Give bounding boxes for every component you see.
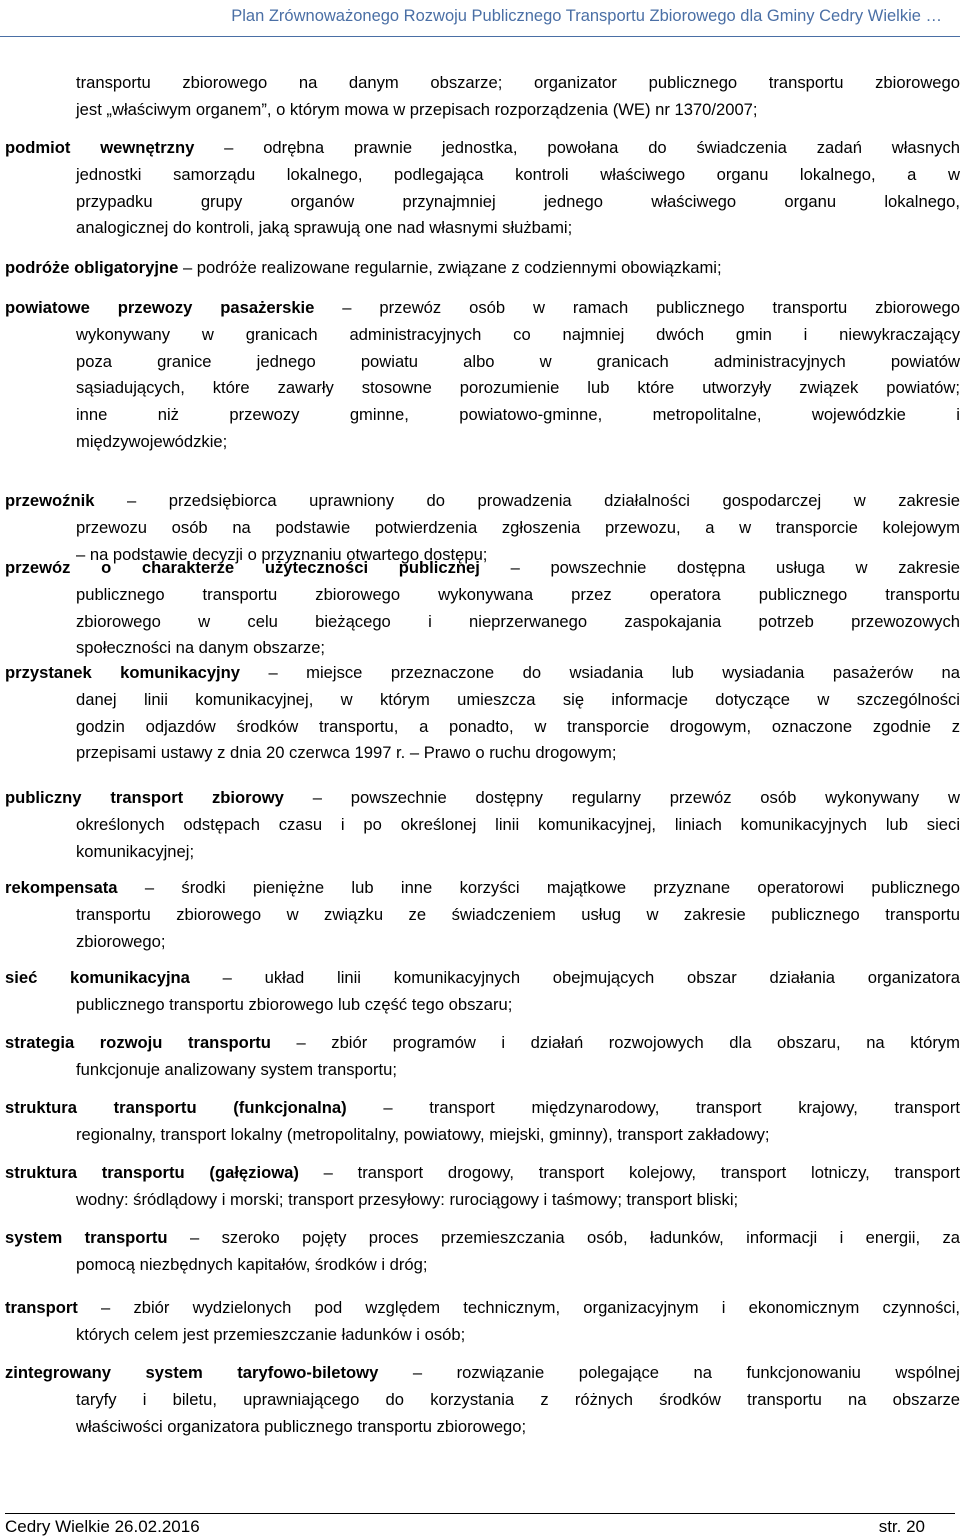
definition-line: pomocą niezbędnych kapitałów, środków i dróg; xyxy=(76,1254,428,1274)
page-footer xyxy=(5,1516,925,1538)
definition-line: sąsiadujących, które zawarły stosowne porozumienie lub które utworzyły związek powiatów; xyxy=(76,378,960,398)
definition-line: międzywojewódzkie; xyxy=(76,431,228,451)
definition-przystanek xyxy=(5,660,960,767)
definition-term: system transportu xyxy=(5,1228,168,1247)
definition-podroze-obligatoryjne xyxy=(5,255,960,282)
definition-line xyxy=(5,965,960,992)
definition-text: – zbiór wydzielonych pod względem technicznym, organizacyjnym i ekonomicznym czynności, xyxy=(77,1298,960,1317)
definition-term: podróże obligatoryjne xyxy=(5,258,179,277)
document-title: Plan Zrównoważonego Rozwoju Publicznego Transportu Zbiorowego dla Gminy Cedry Wielkie … xyxy=(231,7,942,25)
definition-line: przypadku grupy organów przynajmniej jednego właściwego organu lokalnego, xyxy=(76,191,960,211)
page-header xyxy=(0,0,960,36)
definition-struktura-funkcjonalna xyxy=(5,1095,960,1149)
header-divider xyxy=(0,36,960,37)
definition-text: – transport drogowy, transport kolejowy, transport lotniczy, transport xyxy=(298,1163,960,1182)
definition-text: – miejsce przeznaczone do wsiadania lub wysiadania pasażerów na xyxy=(240,663,960,682)
definition-line xyxy=(5,875,960,902)
definition-line: przepisami ustawy z dnia 20 czerwca 1997 r. – Prawo o ruchu drogowym; xyxy=(76,743,617,763)
definition-line: społeczności na danym obszarze; xyxy=(76,638,326,658)
definition-line: właściwości organizatora publicznego transportu zbiorowego; xyxy=(76,1416,527,1436)
definition-term: zintegrowany system taryfowo-biletowy xyxy=(5,1363,379,1382)
definition-line xyxy=(5,1360,960,1387)
definition-term: struktura transportu (gałęziowa) xyxy=(5,1163,299,1182)
definition-organizator-continuation xyxy=(5,70,960,124)
definition-line: – na podstawie decyzji o przyznaniu otwartego dostępu; xyxy=(76,544,488,564)
definition-line: jednostki samorządu lokalnego, podlegająca kontroli właściwego organu lokalnego, a w xyxy=(76,164,960,184)
definition-term: przewoźnik xyxy=(5,491,95,510)
definition-line: wykonywany w granicach administracyjnych co najmniej dwóch gmin i niewykraczający xyxy=(76,324,960,344)
definition-system-transportu xyxy=(5,1225,960,1279)
definition-line: wodny: śródlądowy i morski; transport przesyłowy: rurociągowy i taśmowy; transport bliski; xyxy=(76,1189,739,1209)
definition-text: – przewóz osób w ramach publicznego transportu zbiorowego xyxy=(314,298,960,317)
definition-text: – zbiór programów i działań rozwojowych dla obszaru, na którym xyxy=(270,1033,960,1052)
definition-line: określonych odstępach czasu i po określonej linii komunikacyjnej, liniach komunikacyjnych lub sieci xyxy=(76,814,960,834)
definition-line: komunikacyjnej; xyxy=(76,841,195,861)
definition-podmiot-wewnetrzny xyxy=(5,135,960,242)
definition-term: powiatowe przewozy pasażerskie xyxy=(5,298,315,317)
definition-line: godzin odjazdów środków transportu, a ponadto, w transporcie drogowym, oznaczone zgodnie z xyxy=(76,716,960,736)
definition-text: – szeroko pojęty proces przemieszczania osób, ładunków, informacji i energii, za xyxy=(167,1228,960,1247)
definition-line: zbiorowego; xyxy=(76,931,166,951)
definition-line xyxy=(5,555,960,582)
definition-line: zbiorowego w celu bieżącego i nieprzerwanego zaspokajania potrzeb przewozowych xyxy=(76,611,960,631)
definition-struktura-galeziowa xyxy=(5,1160,960,1214)
definition-line xyxy=(5,660,960,687)
definition-line: inne niż przewozy gminne, powiatowo-gminne, metropolitalne, wojewódzkie i xyxy=(76,405,960,425)
definition-term: rekompensata xyxy=(5,878,118,897)
definition-line: jest „właściwym organem”, o którym mowa w przepisach rozporządzenia (WE) nr 1370/2007; xyxy=(76,99,758,119)
definition-line: transportu zbiorowego w związku ze świadczeniem usług w zakresie publicznego transportu xyxy=(76,904,960,924)
definition-line: których celem jest przemieszczanie ładunków i osób; xyxy=(76,1324,466,1344)
definition-line xyxy=(5,1030,960,1057)
definition-text: – podróże realizowane regularnie, związane z codziennymi obowiązkami; xyxy=(178,258,722,277)
definition-text: – przedsiębiorca uprawniony do prowadzenia działalności gospodarczej w zakresie xyxy=(94,491,960,510)
definition-text: – rozwiązanie polegające na funkcjonowaniu wspólnej xyxy=(378,1363,960,1382)
definition-line xyxy=(5,1295,960,1322)
definition-line: publicznego transportu zbiorowego wykonywana przez operatora publicznego transportu xyxy=(76,584,960,604)
definition-line: taryfy i biletu, uprawniającego do korzystania z różnych środków transportu na obszarze xyxy=(76,1389,960,1409)
definition-term: przystanek komunikacyjny xyxy=(5,663,241,682)
definition-line xyxy=(5,1160,960,1187)
definition-powiatowe-przewozy xyxy=(5,295,960,456)
footer-date: Cedry Wielkie 26.02.2016 xyxy=(5,1517,200,1536)
definition-line: przewozu osób na podstawie potwierdzenia zgłoszenia przewozu, a w transporcie kolejowym xyxy=(76,517,960,537)
definition-line xyxy=(5,255,960,282)
definition-text: – środki pieniężne lub inne korzyści majątkowe przyznane operatorowi publicznego xyxy=(117,878,960,897)
definition-text: – odrębna prawnie jednostka, powołana do świadczenia zadań własnych xyxy=(194,138,960,157)
definition-term: przewóz o charakterze użyteczności publicznej xyxy=(5,558,480,577)
definition-line xyxy=(5,1095,960,1122)
definition-strategia-rozwoju xyxy=(5,1030,960,1084)
definition-transport xyxy=(5,1295,960,1349)
definition-text: – układ linii komunikacyjnych obejmujących obszar działania organizatora xyxy=(189,968,960,987)
definition-term: transport xyxy=(5,1298,78,1317)
definition-line xyxy=(5,785,960,812)
definition-line: poza granice jednego powiatu albo w granicach administracyjnych powiatów xyxy=(76,351,960,371)
definition-line: transportu zbiorowego na danym obszarze; organizator publicznego transportu zbiorowego xyxy=(76,73,960,92)
definition-line xyxy=(5,488,960,515)
definition-line: regionalny, transport lokalny (metropolitalny, powiatowy, miejski, gminny), transport zakładowy; xyxy=(76,1124,770,1144)
definition-line xyxy=(5,1225,960,1252)
definition-text: – powszechnie dostępna usługa w zakresie xyxy=(479,558,960,577)
definition-term: sieć komunikacyjna xyxy=(5,968,190,987)
definition-rekompensata xyxy=(5,875,960,955)
definition-text: – transport międzynarodowy, transport krajowy, transport xyxy=(346,1098,960,1117)
definition-line xyxy=(5,295,960,322)
definition-siec-komunikacyjna xyxy=(5,965,960,1019)
definition-line: funkcjonuje analizowany system transportu; xyxy=(76,1059,397,1079)
definition-line xyxy=(5,135,960,162)
definition-text: – powszechnie dostępny regularny przewóz osób wykonywany w xyxy=(283,788,960,807)
page-number: str. 20 xyxy=(878,1517,925,1536)
definition-term: podmiot wewnętrzny xyxy=(5,138,195,157)
footer-divider xyxy=(5,1513,955,1514)
definition-term: strategia rozwoju transportu xyxy=(5,1033,271,1052)
definition-line: danej linii komunikacyjnej, w którym umieszcza się informacje dotyczące w szczególności xyxy=(76,689,960,709)
definition-line: publicznego transportu zbiorowego lub część tego obszaru; xyxy=(76,994,513,1014)
definition-przewoz-uzytecznosci xyxy=(5,555,960,662)
definition-term: struktura transportu (funkcjonalna) xyxy=(5,1098,347,1117)
definition-zintegrowany-system xyxy=(5,1360,960,1440)
definition-publiczny-transport xyxy=(5,785,960,865)
definition-line: analogicznej do kontroli, jaką sprawują one nad własnymi służbami; xyxy=(76,218,573,238)
definition-term: publiczny transport zbiorowy xyxy=(5,788,284,807)
